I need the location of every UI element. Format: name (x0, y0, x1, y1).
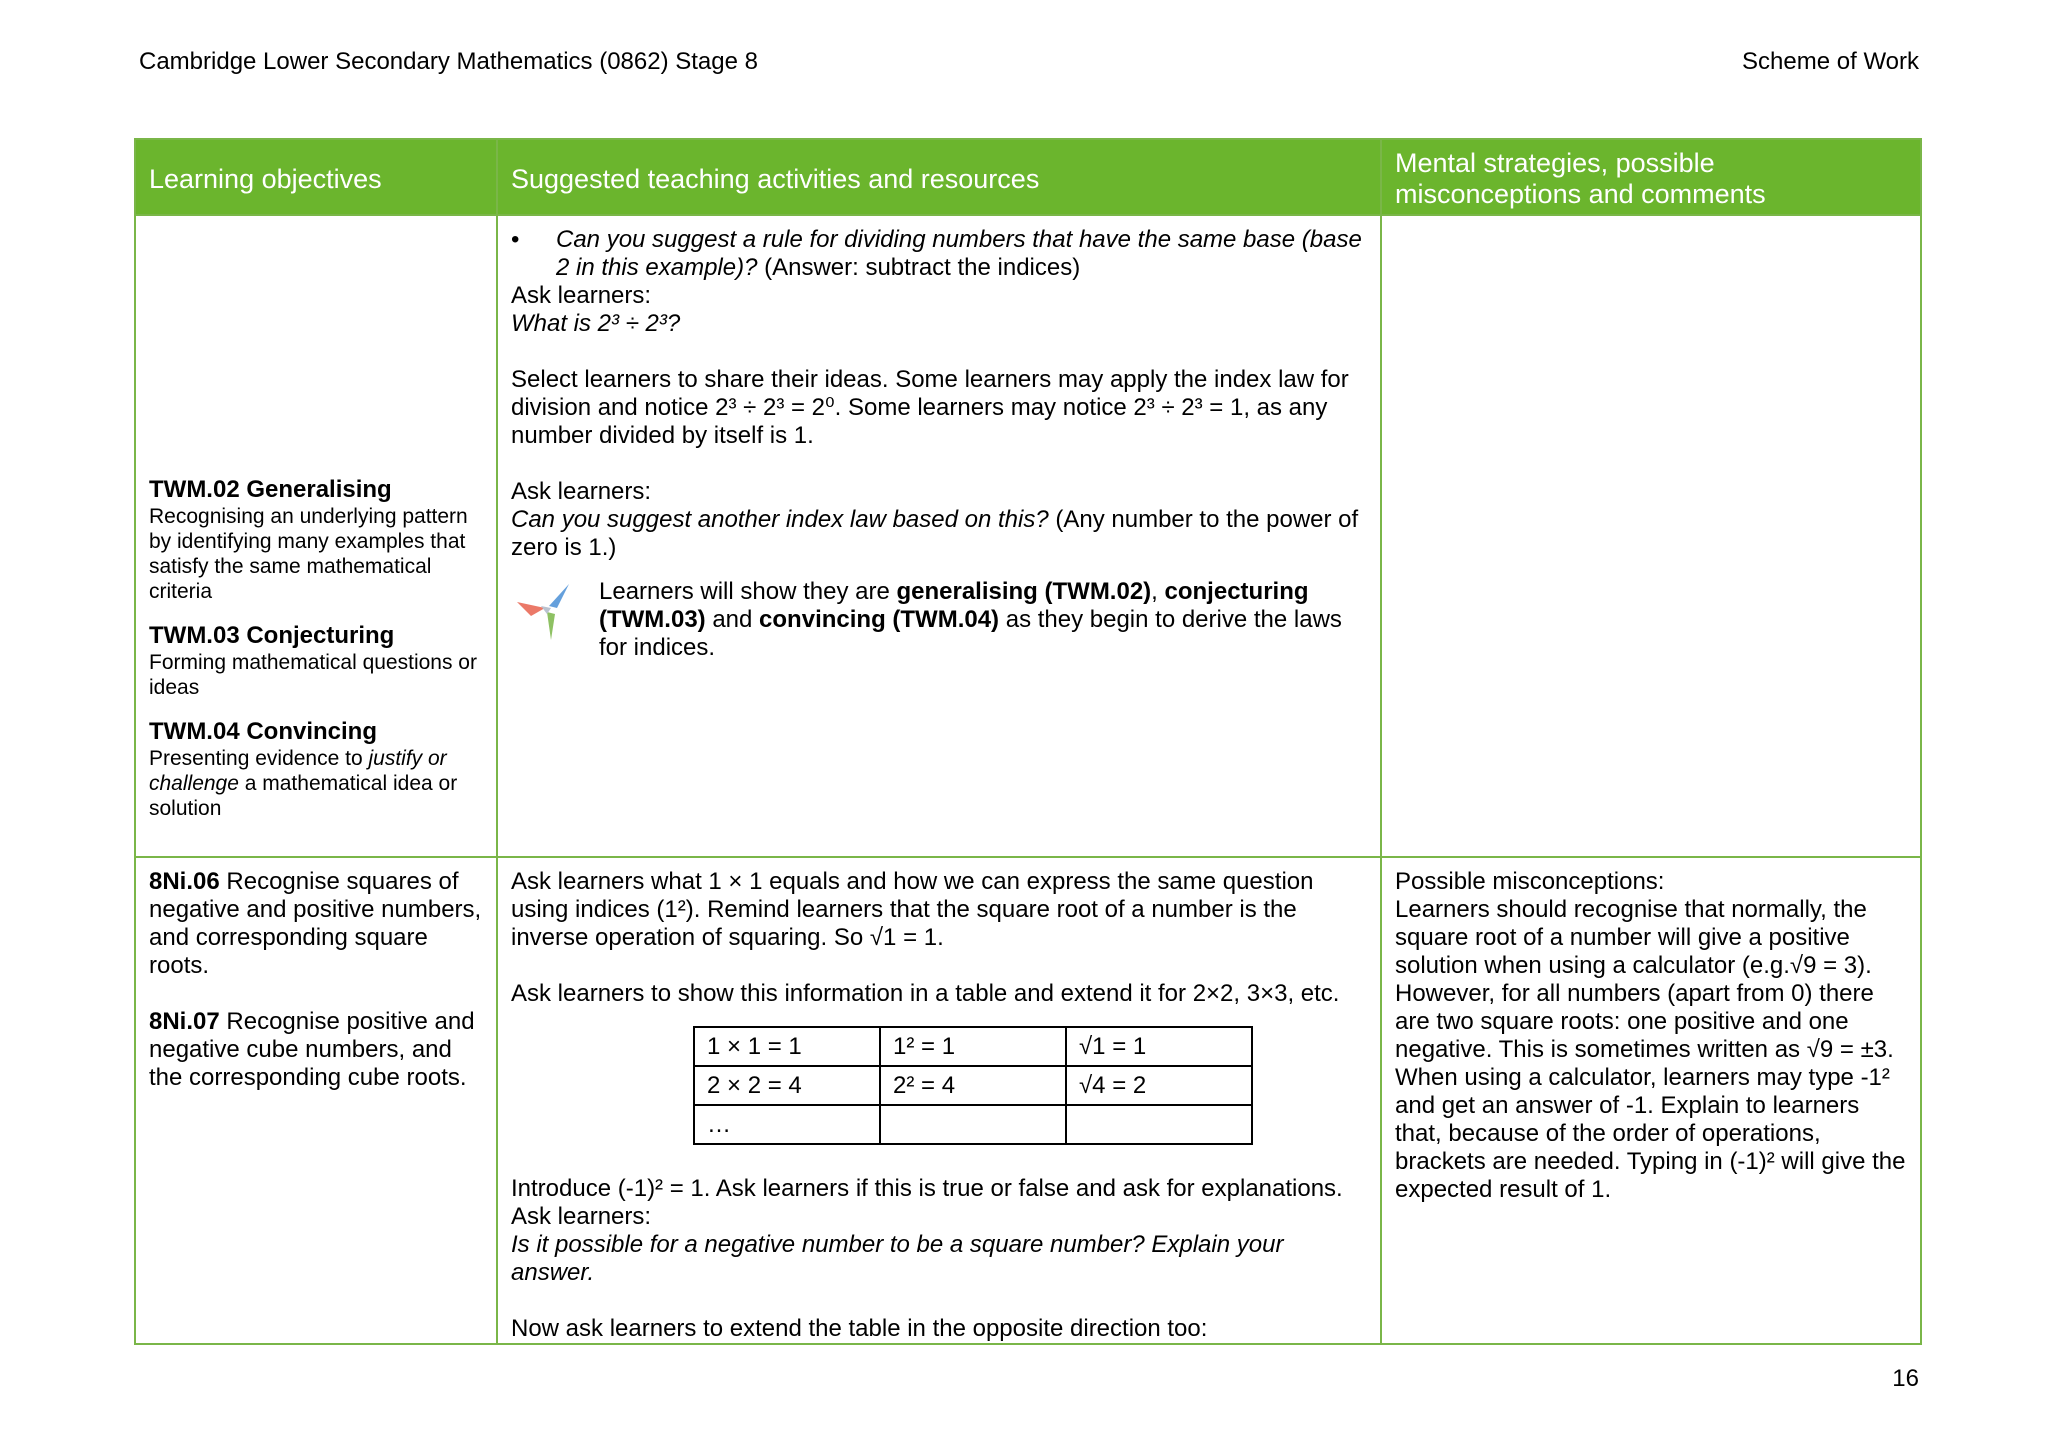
table-row (694, 1066, 1252, 1105)
twm-desc-text: a mathematical idea or solution (149, 772, 458, 820)
objective-code: 8Ni.07 (149, 1008, 220, 1035)
document-header-label: Scheme of Work (1742, 48, 1919, 75)
question-text: Can you suggest another index law based on this? (511, 506, 1049, 533)
ask-label: Ask learners: (511, 478, 652, 505)
table-row (694, 1105, 1252, 1144)
twm-code: TWM.04 Convincing (149, 718, 377, 745)
note-bold: convincing (TWM.04) (759, 606, 1000, 633)
twm-code: TWM.02 Generalising (149, 476, 392, 503)
objectives-cell (135, 857, 497, 1344)
table-header-row (135, 139, 1921, 215)
table-cell: 1 × 1 = 1 (694, 1027, 880, 1066)
bullet-question: Can you suggest a rule for dividing numbers that have the same base (base 2 in this example)? (556, 226, 1362, 281)
paragraph: Ask learners to show this information in a table and extend it for 2×2, 3×3, etc. (511, 980, 1340, 1007)
comments-text: Possible misconceptions: Learners should recognise that normally, the square root of a number will give a positive solution when using a calculator (e.g.√9 = 3). However, for all numbers (apart from 0) there are two square roots: one positive and one negative. This is sometimes written as √9 = ±3. When using a calculator, learners may type -1² and get an answer of -1. Explain to learners that, because of the order of operations, brackets are needed. Typing in (-1)² will give the expected result of 1. (1395, 868, 1906, 1203)
comments-cell (1381, 215, 1921, 857)
note-text: , (1151, 578, 1165, 605)
table-row (135, 215, 1921, 857)
ask-label: Ask learners: (511, 1203, 652, 1230)
table-cell: … (694, 1105, 880, 1144)
activities-cell (497, 215, 1381, 857)
column-header-comments: Mental strategies, possible misconceptions and comments (1381, 139, 1921, 215)
twm-description: Forming mathematical questions or ideas (149, 651, 477, 699)
table-row (135, 857, 1921, 1344)
question-text: What is 2³ ÷ 2³? (511, 310, 681, 337)
bullet-answer: (Answer: subtract the indices) (757, 254, 1081, 281)
question-text: Is it possible for a negative number to be a square number? Explain your answer. (511, 1231, 1284, 1286)
note-bold: generalising (TWM.02) (896, 578, 1152, 605)
objective-text: Recognise squares of negative and positive numbers, and corresponding square roots. (149, 868, 482, 979)
note-text: and (705, 606, 760, 633)
scheme-of-work-table (134, 138, 1922, 1345)
table-cell: 2 × 2 = 4 (694, 1066, 880, 1105)
twm-list (149, 476, 483, 821)
twm-desc-italic: justify or challenge (149, 747, 447, 795)
squares-table (693, 1026, 1253, 1145)
column-header-objectives: Learning objectives (135, 139, 497, 215)
table-row (694, 1027, 1252, 1066)
table-cell: 1² = 1 (880, 1027, 1066, 1066)
objectives-cell (135, 215, 497, 857)
note-text: as they begin to derive the laws for indices. (599, 606, 1342, 661)
table-cell (1066, 1105, 1252, 1144)
objective-item (149, 1008, 483, 1092)
twm-code: TWM.03 Conjecturing (149, 622, 395, 649)
objective-code: 8Ni.06 (149, 868, 220, 895)
bullet-dot: • (511, 226, 520, 253)
page-number: 16 (1892, 1365, 1919, 1392)
twm-note (511, 578, 1367, 662)
comments-cell (1381, 857, 1921, 1344)
bullet-item (511, 226, 1367, 282)
paragraph: Introduce (-1)² = 1. Ask learners if this is true or false and ask for explanations. (511, 1175, 1343, 1202)
paragraph: Ask learners what 1 × 1 equals and how we can express the same question using indices (1²). Remind learners that the square root of a number is the inverse operation of squaring. So √1 = 1. (511, 868, 1314, 951)
ask-label: Ask learners: (511, 282, 652, 309)
table-cell: 2² = 4 (880, 1066, 1066, 1105)
bullet-text (556, 226, 1367, 282)
paragraph: Now ask learners to extend the table in the opposite direction too: (511, 1315, 1208, 1342)
twm-desc-text: Presenting evidence to (149, 747, 369, 770)
thinking-mathematically-icon (511, 578, 599, 662)
objective-text: Recognise positive and negative cube numbers, and the corresponding cube roots. (149, 1008, 475, 1091)
activities-cell (497, 857, 1381, 1344)
paragraph (511, 506, 1367, 562)
table-cell: √4 = 2 (1066, 1066, 1252, 1105)
twm-description: Recognising an underlying pattern by identifying many examples that satisfy the same mathematical criteria (149, 505, 468, 603)
twm-note-text (599, 578, 1367, 662)
paragraph: Select learners to share their ideas. Some learners may apply the index law for division and notice 2³ ÷ 2³ = 2⁰. Some learners may notice 2³ ÷ 2³ = 1, as any number divided by itself is 1. (511, 366, 1349, 449)
table-cell: √1 = 1 (1066, 1027, 1252, 1066)
answer-text: (Any number to the power of zero is 1.) (511, 506, 1359, 561)
objective-item (149, 868, 483, 980)
table-cell (880, 1105, 1066, 1144)
document-header-title: Cambridge Lower Secondary Mathematics (0862) Stage 8 (139, 48, 758, 75)
twm-description (149, 746, 483, 821)
column-header-activities: Suggested teaching activities and resources (497, 139, 1381, 215)
note-bold: conjecturing (TWM.03) (599, 578, 1309, 633)
note-text: Learners will show they are (599, 578, 897, 605)
